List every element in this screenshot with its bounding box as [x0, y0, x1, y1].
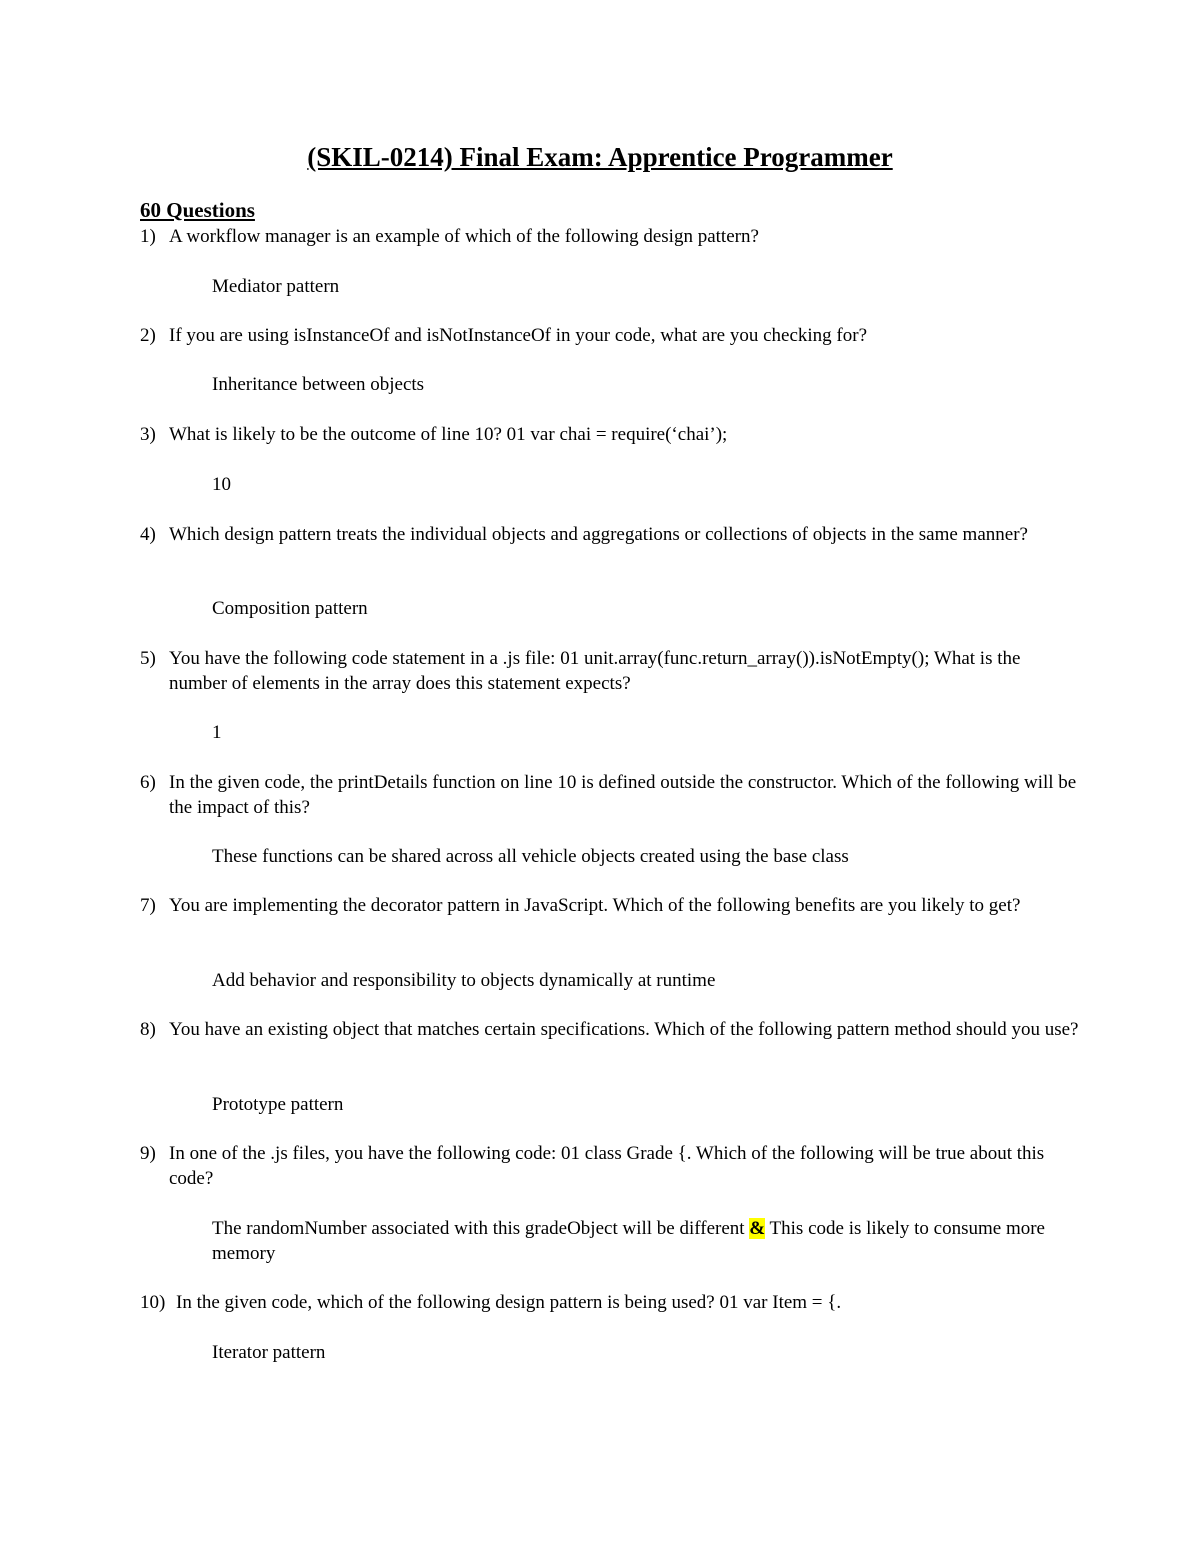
question-2: [140, 324, 1080, 349]
highlighted-connector: &: [749, 1218, 766, 1239]
question-text: You are implementing the decorator pattern in JavaScript. Which of the following benefits are you likely to get?: [169, 895, 1021, 916]
answer-2: Inheritance between objects: [212, 374, 425, 395]
answer-part-2: This code is likely to consume more memory: [212, 1218, 1045, 1264]
answer-4: Composition pattern: [212, 598, 368, 619]
question-number: 2): [140, 325, 156, 346]
question-number: 9): [140, 1143, 156, 1164]
question-9: [140, 1142, 1080, 1191]
answer-6: These functions can be shared across all vehicle objects created using the base class: [212, 846, 849, 867]
question-number: 6): [140, 772, 156, 793]
question-number: 10): [140, 1292, 166, 1313]
answer-3: 10: [212, 474, 231, 495]
question-3: [140, 423, 1080, 448]
question-number: 5): [140, 648, 156, 669]
question-8: [140, 1018, 1080, 1043]
question-number: 7): [140, 895, 156, 916]
question-7: [140, 894, 1080, 919]
question-text: In the given code, which of the following design pattern is being used? 01 var Item = {.: [176, 1292, 842, 1313]
question-6: [140, 771, 1080, 820]
answer-7: Add behavior and responsibility to objects dynamically at runtime: [212, 970, 716, 991]
question-1: [140, 225, 1080, 250]
question-number: 3): [140, 424, 156, 445]
question-number: 8): [140, 1019, 156, 1040]
question-text: You have an existing object that matches certain specifications. Which of the following pattern method should you use?: [169, 1019, 1079, 1040]
question-4: [140, 523, 1080, 548]
question-text: In one of the .js files, you have the following code: 01 class Grade {. Which of the following will be true about this code?: [169, 1143, 1045, 1189]
answer-part-1: The randomNumber associated with this gradeObject will be different: [212, 1218, 745, 1239]
question-10: [140, 1291, 1080, 1316]
answer-8: Prototype pattern: [212, 1094, 344, 1115]
question-text: A workflow manager is an example of which of the following design pattern?: [169, 226, 759, 247]
question-text: Which design pattern treats the individual objects and aggregations or collections of objects in the same manner?: [169, 524, 1028, 545]
question-count-heading: 60 Questions: [140, 198, 255, 222]
question-text: You have the following code statement in a .js file: 01 unit.array(func.return_array()).isNotEmpty(); What is the number of elements in the array does this statement expects?: [169, 648, 1021, 694]
question-number: 1): [140, 226, 156, 247]
answer-9: [212, 1217, 1062, 1266]
question-text: What is likely to be the outcome of line 10? 01 var chai = require(‘chai’);: [169, 424, 728, 445]
answer-1: Mediator pattern: [212, 276, 340, 297]
question-text: In the given code, the printDetails function on line 10 is defined outside the constructor. Which of the following will be the impact of this?: [169, 772, 1077, 818]
answer-5: 1: [212, 722, 222, 743]
document-title: (SKIL-0214) Final Exam: Apprentice Programmer: [307, 142, 893, 172]
question-text: If you are using isInstanceOf and isNotInstanceOf in your code, what are you checking for?: [169, 325, 868, 346]
question-number: 4): [140, 524, 156, 545]
question-5: [140, 647, 1080, 696]
answer-10: Iterator pattern: [212, 1342, 326, 1363]
